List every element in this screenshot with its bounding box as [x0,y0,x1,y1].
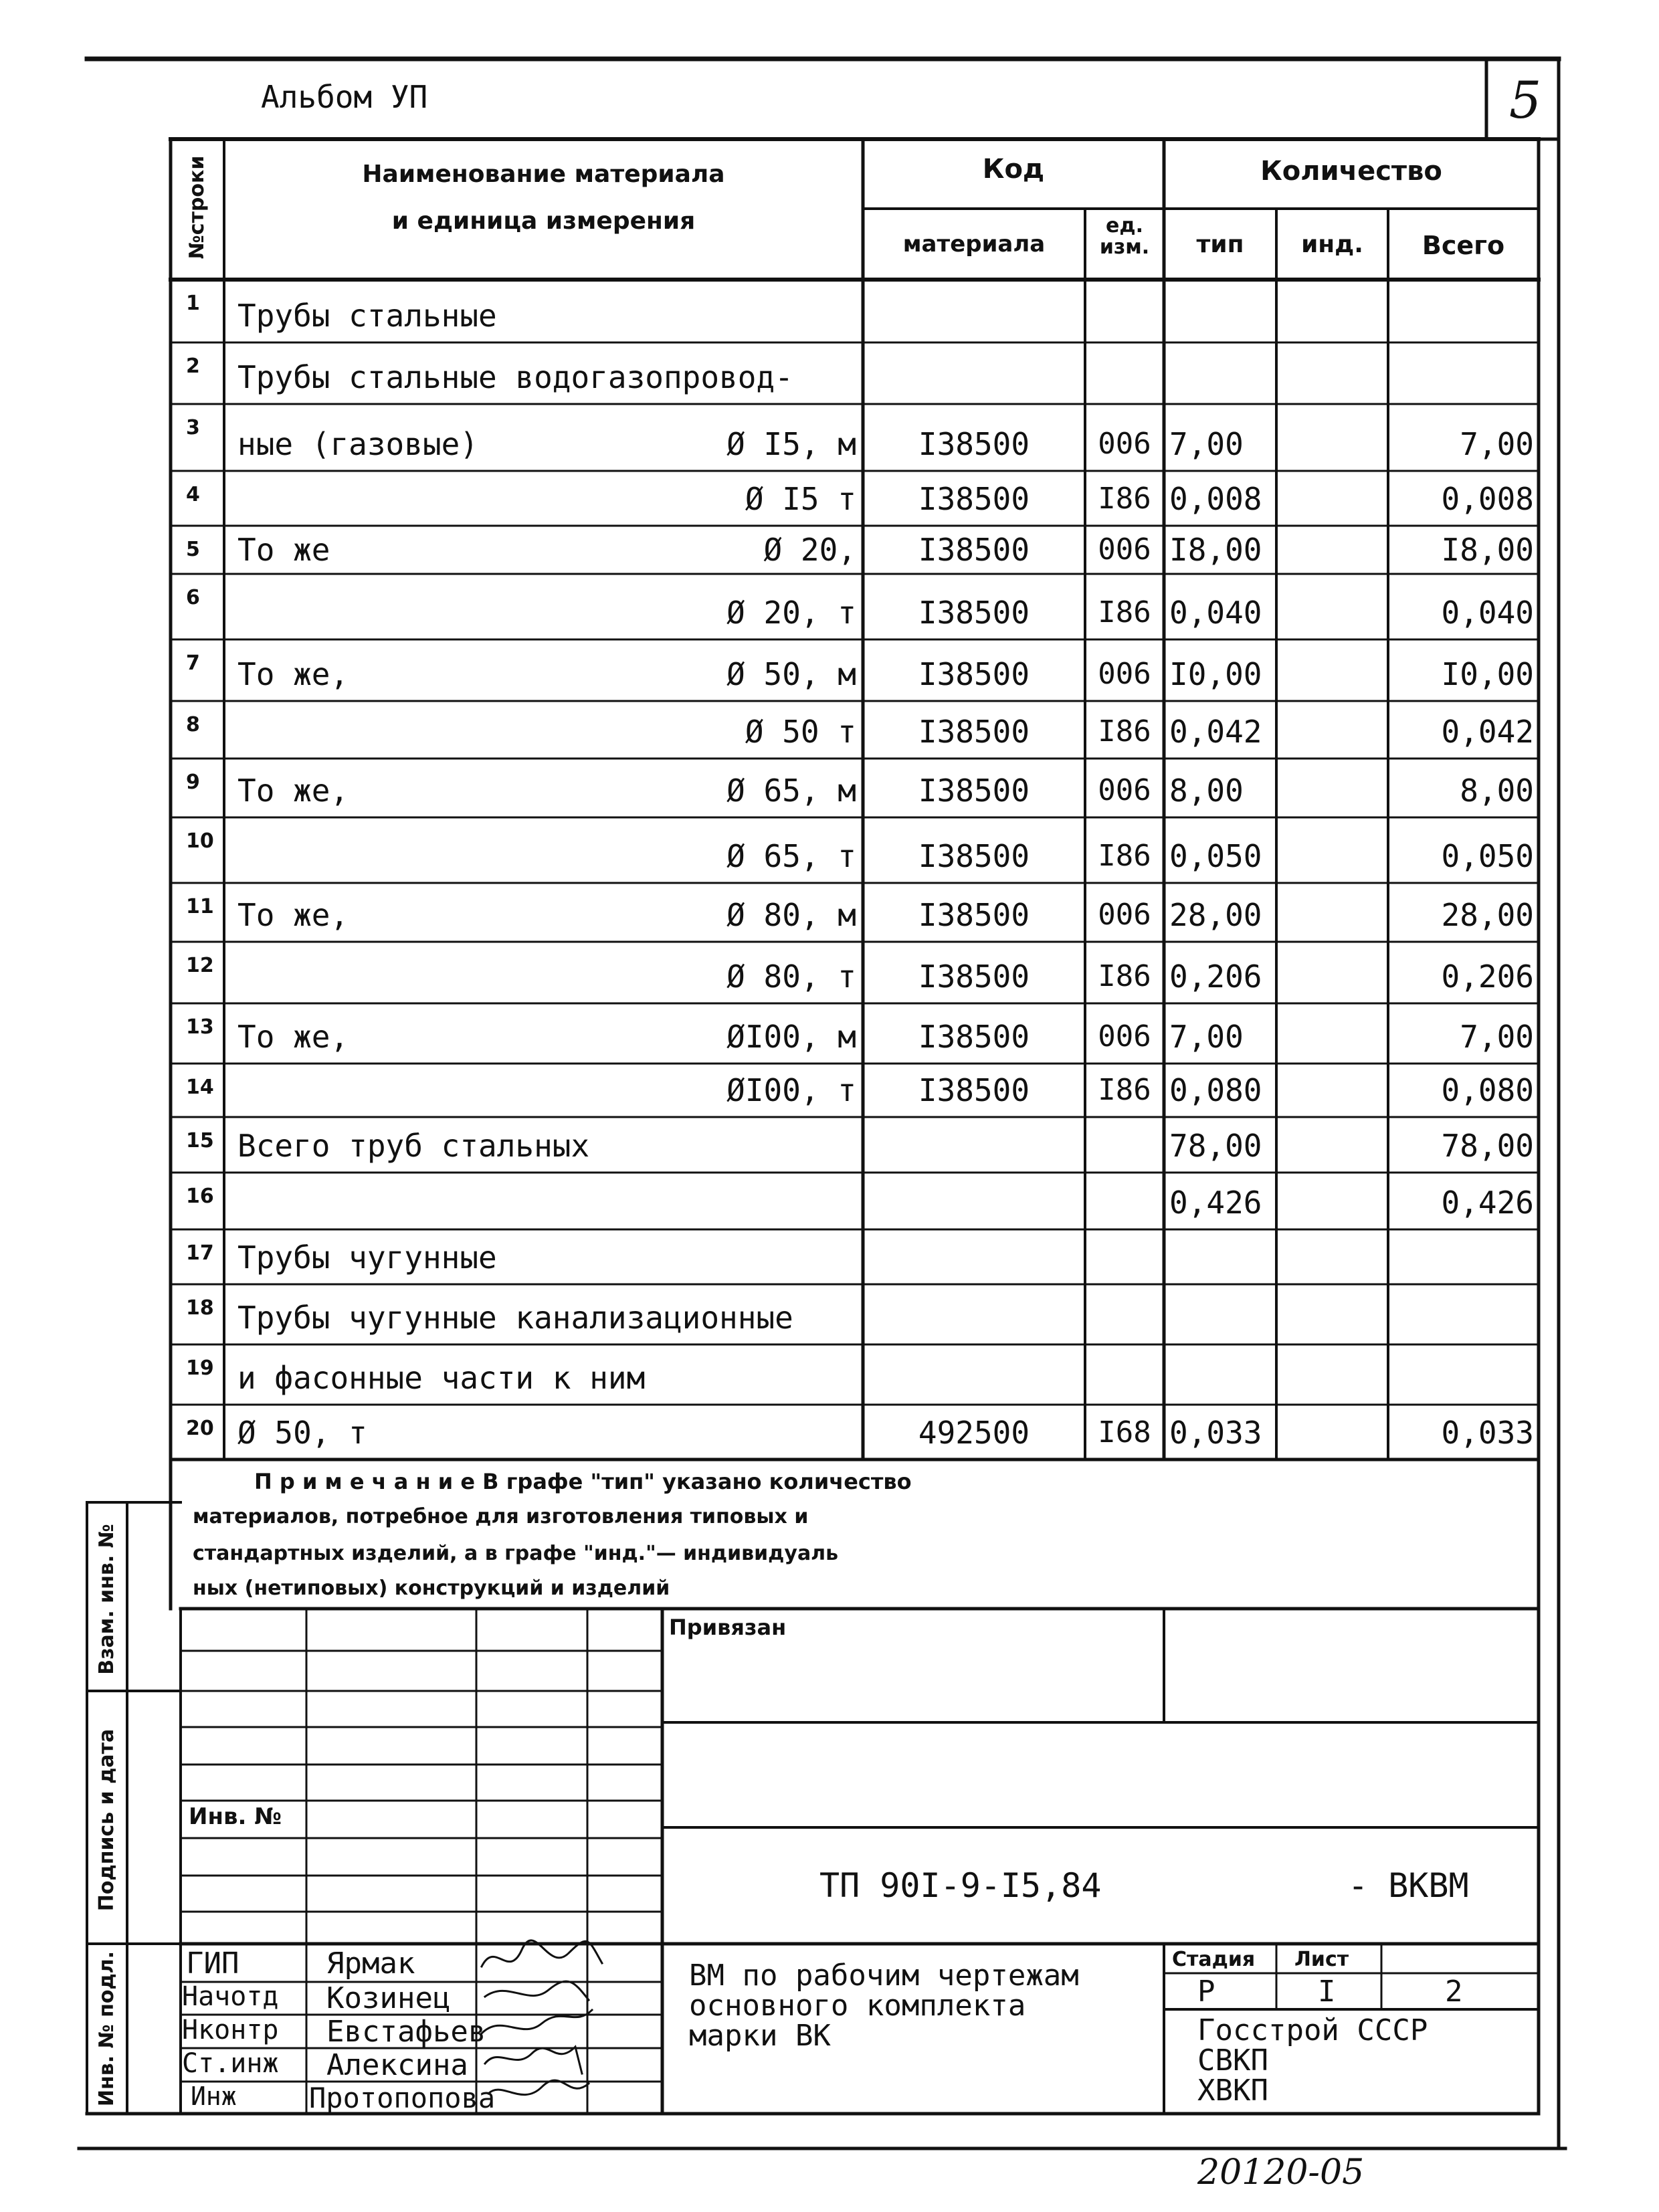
header-name-line1: Наименование материала [362,161,725,188]
stamp-inv-no: Инв. № [189,1803,282,1830]
signer-name-2: Козинец [326,1981,451,2015]
stamp-doc-code: ТП 90I-9-I5,84 [819,1866,1102,1905]
footer-code: 20120-05 [1197,2152,1365,2193]
stamp-privyazan: Привязан [669,1615,787,1640]
qty-type: 78,00 [1169,1128,1262,1164]
table-row [0,342,1659,404]
stamp-org-line2: СВКП [1197,2043,1268,2078]
table-row [0,471,1659,526]
unit-code: 006 [1098,773,1151,807]
material-name: То же, [237,773,349,809]
material-code: I38500 [918,426,1030,462]
qty-total: 0,040 [1441,595,1534,631]
stamp-org-line3: ХВКП [1197,2074,1268,2108]
qty-type: 0,426 [1169,1185,1262,1221]
row-number: 8 [186,713,200,736]
material-code: I38500 [918,1019,1030,1055]
material-code: I38500 [918,532,1030,568]
stamp-stage-label: Стадия [1172,1948,1256,1971]
material-code: I38500 [918,481,1030,517]
qty-total: I8,00 [1441,532,1534,568]
qty-type: 0,050 [1169,838,1262,874]
stamp-title-line2: основного комплекта [689,1989,1026,2023]
signer-role-4: Ст.инж [182,2048,279,2079]
table-row [0,817,1659,883]
row-number: 11 [186,895,214,918]
material-size: Ø 80, т [726,959,856,995]
page-number: 5 [1508,70,1542,130]
signature-marks [482,1940,602,2095]
unit-code: I86 [1098,482,1151,516]
material-name: ные (газовые) [237,426,479,462]
qty-total: 0,206 [1441,959,1534,995]
qty-total: 7,00 [1460,426,1534,462]
table-row [0,1405,1659,1460]
material-code: I38500 [918,714,1030,750]
row-number: 3 [186,416,200,439]
qty-total: I0,00 [1441,656,1534,692]
unit-code: 006 [1098,532,1151,567]
qty-type: 0,206 [1169,959,1262,995]
qty-type: 0,040 [1169,595,1262,631]
stamp-sheet-label: Лист [1294,1948,1349,1971]
stamp-stage: Р [1197,1975,1215,2009]
row-number: 18 [186,1296,214,1320]
table-row [0,1229,1659,1284]
material-size: Ø 65, т [726,838,856,874]
qty-type: 0,042 [1169,714,1262,750]
signer-role-5: Инж [191,2082,237,2111]
table-row [0,701,1659,759]
qty-total: 28,00 [1441,897,1534,933]
unit-code: 006 [1098,898,1151,932]
table-row [0,1284,1659,1344]
material-name: Трубы стальные водогазопровод- [237,359,793,395]
row-number: 12 [186,954,214,977]
qty-type: 0,008 [1169,481,1262,517]
table-row [0,1003,1659,1064]
note-line-2: материалов, потребное для изготовления типовых и [193,1505,809,1528]
material-size: Ø I5 т [745,481,856,517]
row-number: 7 [186,651,200,675]
material-code: I38500 [918,897,1030,933]
unit-code: I86 [1098,595,1151,629]
qty-type: I8,00 [1169,532,1262,568]
table-row [0,574,1659,639]
signer-name-3: Евстафьев [326,2015,486,2049]
material-name: и фасонные части к ним [237,1360,646,1396]
qty-total: 0,008 [1441,481,1534,517]
header-qty-total: Всего [1422,231,1505,260]
qty-total: 78,00 [1441,1128,1534,1164]
header-qty-type: тип [1196,231,1244,258]
signer-name-5: Протопопова [309,2082,496,2114]
row-number: 1 [186,292,200,315]
header-code-material: материала [902,231,1046,258]
material-code: I38500 [918,656,1030,692]
table-row [0,1344,1659,1405]
qty-type: 28,00 [1169,897,1262,933]
material-size: Ø 20, [763,532,856,568]
material-code: I38500 [918,1072,1030,1108]
note-line-3: стандартных изделий, а в графе "инд."— индивидуаль [193,1542,839,1565]
stamp-sheets: 2 [1445,1975,1463,2009]
signer-name-1: Ярмак [326,1946,415,1981]
row-number: 2 [186,355,200,378]
note-line-4: ных (нетиповых) конструкций и изделий [193,1577,670,1600]
signer-role-3: Нконтр [182,2015,279,2045]
table-row [0,639,1659,701]
unit-code: I86 [1098,1073,1151,1107]
stamp-title-line1: ВМ по рабочим чертежам [689,1958,1079,1993]
qty-type: 0,033 [1169,1415,1262,1451]
material-name: То же, [237,1019,349,1055]
material-name: То же, [237,656,349,692]
unit-code: I86 [1098,714,1151,748]
material-code: I38500 [918,595,1030,631]
unit-code: I68 [1098,1415,1151,1449]
material-code: I38500 [918,773,1030,809]
row-number: 14 [186,1076,214,1099]
material-size: Ø I5, м [726,426,856,462]
row-number: 16 [186,1185,214,1208]
material-code: I38500 [918,838,1030,874]
material-name: То же, [237,897,349,933]
qty-type: I0,00 [1169,656,1262,692]
material-size: ØI00, т [726,1072,856,1108]
material-name: Всего труб стальных [237,1128,590,1164]
unit-code: 006 [1098,427,1151,461]
qty-type: 8,00 [1169,773,1244,809]
qty-type: 7,00 [1169,1019,1244,1055]
material-name: То же [237,532,330,568]
signer-name-4: Алексина [326,2048,468,2082]
table-row [0,404,1659,471]
material-code: I38500 [918,959,1030,995]
header-code-unit: ед. изм. [1099,214,1150,259]
header-qty-ind: инд. [1301,231,1363,258]
row-number: 13 [186,1015,214,1039]
signer-role-1: ГИП [186,1946,239,1981]
table-row [0,526,1659,574]
header-row-no: №строки [185,155,209,260]
material-size: Ø 65, м [726,773,856,809]
row-number: 9 [186,771,200,794]
row-number: 17 [186,1241,214,1265]
header-name-line2: и единица измерения [391,207,696,235]
stamp-sheet: I [1318,1975,1336,2009]
table-row [0,280,1659,342]
stamp-title-line3: марки ВК [689,2019,831,2053]
material-name: Трубы чугунные [237,1239,497,1276]
material-name: Ø 50, т [237,1415,367,1451]
material-size: ØI00, м [726,1019,856,1055]
qty-total: 7,00 [1460,1019,1534,1055]
row-number: 10 [186,829,214,853]
material-name: Трубы чугунные канализационные [237,1300,793,1336]
unit-code: 006 [1098,1019,1151,1053]
row-number: 4 [186,483,200,506]
material-size: Ø 20, т [726,595,856,631]
qty-total: 0,033 [1441,1415,1534,1451]
qty-type: 7,00 [1169,426,1244,462]
side-label-podpis: Подпись и дата [95,1728,118,1912]
row-number: 6 [186,586,200,609]
table-row [0,883,1659,942]
qty-total: 0,042 [1441,714,1534,750]
row-number: 5 [186,538,200,561]
unit-code: I86 [1098,839,1151,873]
row-number: 20 [186,1417,214,1440]
table-row [0,1117,1659,1173]
stamp-org-line1: Госстрой СССР [1197,2013,1428,2047]
note-line-1: П р и м е ч а н и е В графе "тип" указано количество [254,1469,912,1494]
table-row [0,759,1659,817]
material-size: Ø 50, м [726,656,856,692]
material-size: Ø 50 т [745,714,856,750]
qty-total: 8,00 [1460,773,1534,809]
material-size: Ø 80, м [726,897,856,933]
qty-type: 0,080 [1169,1072,1262,1108]
stamp-doc-suffix: - ВКВМ [1348,1866,1469,1905]
qty-total: 0,050 [1441,838,1534,874]
album-title: Альбом УП [261,79,428,115]
side-label-inv-podl: Инв. № подл. [95,1950,118,2107]
unit-code: 006 [1098,657,1151,691]
qty-total: 0,080 [1441,1072,1534,1108]
header-code: Код [982,154,1045,185]
table-row [0,942,1659,1003]
header-quantity: Количество [1260,156,1442,187]
table-row [0,1064,1659,1117]
material-code: 492500 [918,1415,1030,1451]
signer-role-2: Начотд [182,1981,279,2012]
row-number: 19 [186,1356,214,1380]
table-row [0,1173,1659,1229]
qty-total: 0,426 [1441,1185,1534,1221]
material-name: Трубы стальные [237,298,497,334]
side-label-vzam: Взам. инв. № [95,1524,118,1675]
row-number: 15 [186,1129,214,1152]
unit-code: I86 [1098,959,1151,993]
